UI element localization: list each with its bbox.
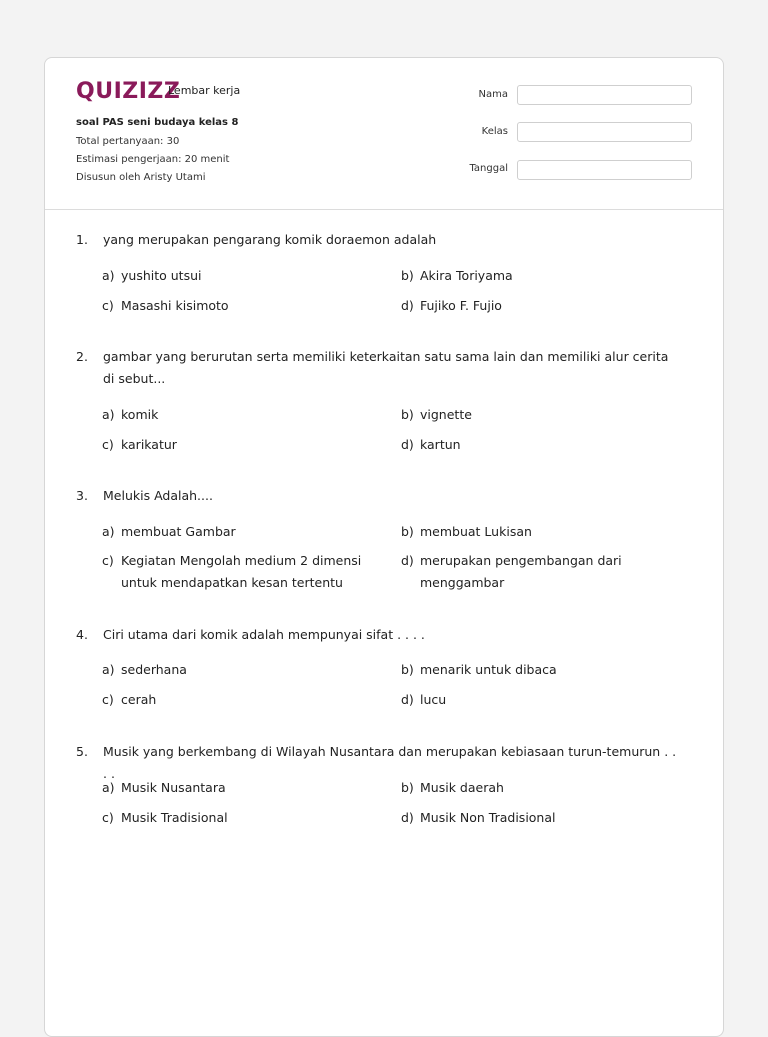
option-text: komik: [121, 407, 159, 422]
question-number: 4.: [76, 627, 88, 642]
option-letter: a): [102, 524, 115, 539]
option-text: kartun: [420, 437, 461, 452]
option-letter: d): [401, 692, 414, 707]
tanggal-label: Tanggal: [469, 163, 508, 174]
option-text: Musik Nusantara: [121, 780, 226, 795]
option-letter: c): [102, 810, 114, 825]
option-letter: d): [401, 437, 414, 452]
nama-label: Nama: [478, 89, 508, 100]
question-text: Melukis Adalah....: [103, 488, 213, 503]
option-letter: d): [401, 553, 414, 568]
option-text: cerah: [121, 692, 157, 707]
nama-field[interactable]: [517, 85, 692, 105]
option-text: Musik Non Tradisional: [420, 810, 556, 825]
option-text: Masashi kisimoto: [121, 298, 229, 313]
worksheet-subtitle: Lembar kerja: [168, 84, 241, 97]
option-letter: b): [401, 524, 414, 539]
option-text: merupakan pengembangan dari menggambar: [420, 553, 622, 590]
kelas-field[interactable]: [517, 122, 692, 142]
worksheet-header: [45, 58, 723, 210]
time-estimate: Estimasi pengerjaan: 20 menit: [76, 154, 230, 165]
question-text: yang merupakan pengarang komik doraemon adalah: [103, 232, 437, 247]
author: Disusun oleh Aristy Utami: [76, 172, 206, 183]
option-letter: c): [102, 298, 114, 313]
option-text: Akira Toriyama: [420, 268, 513, 283]
worksheet: [44, 57, 724, 1037]
option-letter: b): [401, 407, 414, 422]
option-letter: b): [401, 780, 414, 795]
option-letter: d): [401, 810, 414, 825]
option-letter: c): [102, 553, 114, 568]
option-letter: c): [102, 692, 114, 707]
question-text: Ciri utama dari komik adalah mempunyai sifat . . . .: [103, 627, 425, 642]
tanggal-field[interactable]: [517, 160, 692, 180]
option-text: yushito utsui: [121, 268, 202, 283]
option-text: membuat Lukisan: [420, 524, 532, 539]
option-text: Musik daerah: [420, 780, 504, 795]
option-text: karikatur: [121, 437, 177, 452]
option-letter: a): [102, 780, 115, 795]
option-text: sederhana: [121, 662, 187, 677]
option-text: Kegiatan Mengolah medium 2 dimensi untuk mendapatkan kesan tertentu: [121, 553, 362, 590]
option-letter: b): [401, 268, 414, 283]
question-number: 3.: [76, 488, 88, 503]
option-text: menarik untuk dibaca: [420, 662, 557, 677]
question-number: 1.: [76, 232, 88, 247]
option-letter: a): [102, 662, 115, 677]
total-questions: Total pertanyaan: 30: [76, 136, 180, 147]
quizizz-logo: QUIZIZZ: [76, 79, 181, 104]
question-number: 2.: [76, 349, 88, 364]
option-letter: c): [102, 437, 114, 452]
kelas-label: Kelas: [481, 126, 508, 137]
option-text: Musik Tradisional: [121, 810, 228, 825]
question-text: Musik yang berkembang di Wilayah Nusantara dan merupakan kebiasaan turun-temurun . . . .: [103, 744, 677, 781]
question-text: gambar yang berurutan serta memiliki keterkaitan satu sama lain dan memiliki alur cerita di sebut...: [103, 349, 669, 386]
option-text: lucu: [420, 692, 447, 707]
quiz-title: soal PAS seni budaya kelas 8: [76, 117, 239, 128]
option-text: Fujiko F. Fujio: [420, 298, 502, 313]
option-text: membuat Gambar: [121, 524, 236, 539]
option-text: vignette: [420, 407, 472, 422]
question-number: 5.: [76, 744, 88, 759]
option-letter: a): [102, 268, 115, 283]
option-letter: b): [401, 662, 414, 677]
option-letter: a): [102, 407, 115, 422]
option-letter: d): [401, 298, 414, 313]
